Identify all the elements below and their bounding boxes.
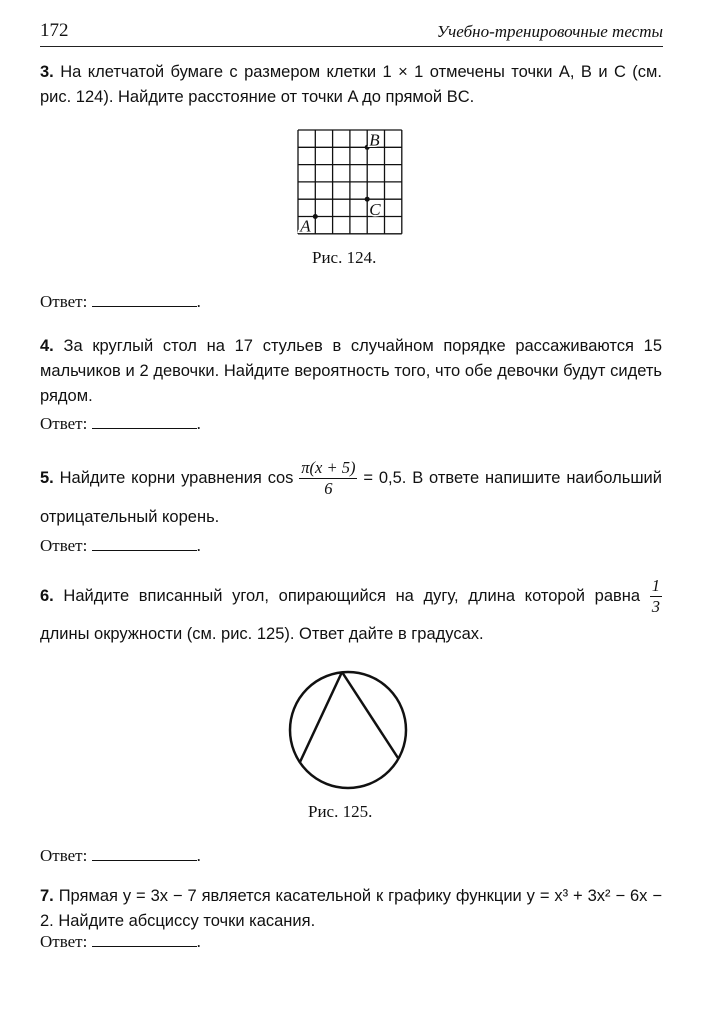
fraction-numerator: 1	[651, 576, 660, 595]
circle-figure-125	[286, 668, 410, 792]
problem-text: Найдите вписанный угол, опирающийся на дугу, длина которой равна	[63, 586, 641, 605]
fraction-numerator: π(x + 5)	[301, 458, 356, 477]
answer-label: Ответ:	[40, 414, 88, 433]
answer-label: Ответ:	[40, 932, 88, 951]
problem-number: 4.	[40, 337, 54, 355]
answer-blank[interactable]	[92, 932, 197, 947]
problem-text: На клетчатой бумаге с размером клетки 1 × 1 отмечены точки A, B и C (см. рис. 124). Найдите расстояние от точки A до прямой BC.	[40, 63, 662, 106]
answer-line	[40, 932, 201, 952]
problem-6	[40, 576, 662, 651]
answer-dot: .	[196, 846, 201, 865]
chord-right	[342, 672, 398, 758]
problem-7	[40, 884, 662, 934]
answer-dot: .	[196, 932, 201, 951]
page-number: 172	[40, 20, 69, 41]
problem-number: 6.	[40, 586, 54, 605]
answer-label: Ответ:	[40, 292, 88, 311]
grid-figure-124	[296, 128, 406, 236]
fraction	[299, 458, 357, 499]
problem-number: 7.	[40, 887, 54, 905]
problem-number: 5.	[40, 468, 54, 487]
answer-blank[interactable]	[92, 536, 197, 551]
chord-left	[300, 672, 342, 762]
circle	[290, 672, 406, 788]
page-header	[40, 20, 663, 47]
problem-text: Найдите корни уравнения cos	[59, 468, 294, 487]
point-label: B	[369, 130, 380, 150]
figure-caption: Рис. 125.	[308, 802, 373, 821]
problem-text: = 0,5. В ответе напишите наибольший отрицательный корень.	[40, 468, 662, 526]
answer-line	[40, 414, 201, 434]
problem-number: 3.	[40, 63, 54, 81]
problem-text: За круглый стол на 17 стульев в случайном порядке рассаживаются 15 мальчиков и 2 девочки. Найдите вероятность того, что обе девочки будут сидеть рядом.	[40, 337, 662, 405]
fraction-denominator: 6	[324, 479, 333, 498]
answer-line	[40, 292, 201, 312]
problem-3	[40, 60, 662, 110]
problem-text: Прямая y = 3x − 7 является касательной к графику функции y = x³ + 3x² − 6x − 2. Найдите абсциссу точки касания.	[40, 887, 662, 930]
problem-text: длины окружности (см. рис. 125). Ответ дайте в градусах.	[40, 625, 484, 643]
fraction	[650, 576, 662, 617]
answer-label: Ответ:	[40, 536, 88, 555]
answer-blank[interactable]	[92, 414, 197, 429]
point-label: A	[300, 216, 311, 236]
answer-line	[40, 536, 201, 556]
figure-caption: Рис. 124.	[312, 248, 377, 267]
answer-dot: .	[196, 536, 201, 555]
answer-label: Ответ:	[40, 846, 88, 865]
fraction-denominator: 3	[651, 597, 660, 616]
answer-blank[interactable]	[92, 292, 197, 307]
running-title: Учебно-тренировочные тесты	[436, 22, 663, 41]
answer-dot: .	[196, 414, 201, 433]
point-A	[313, 214, 318, 219]
answer-blank[interactable]	[92, 846, 197, 861]
point-label: C	[369, 200, 381, 220]
answer-line	[40, 846, 201, 866]
answer-dot: .	[196, 292, 201, 311]
problem-4	[40, 334, 662, 409]
problem-5	[40, 458, 662, 535]
